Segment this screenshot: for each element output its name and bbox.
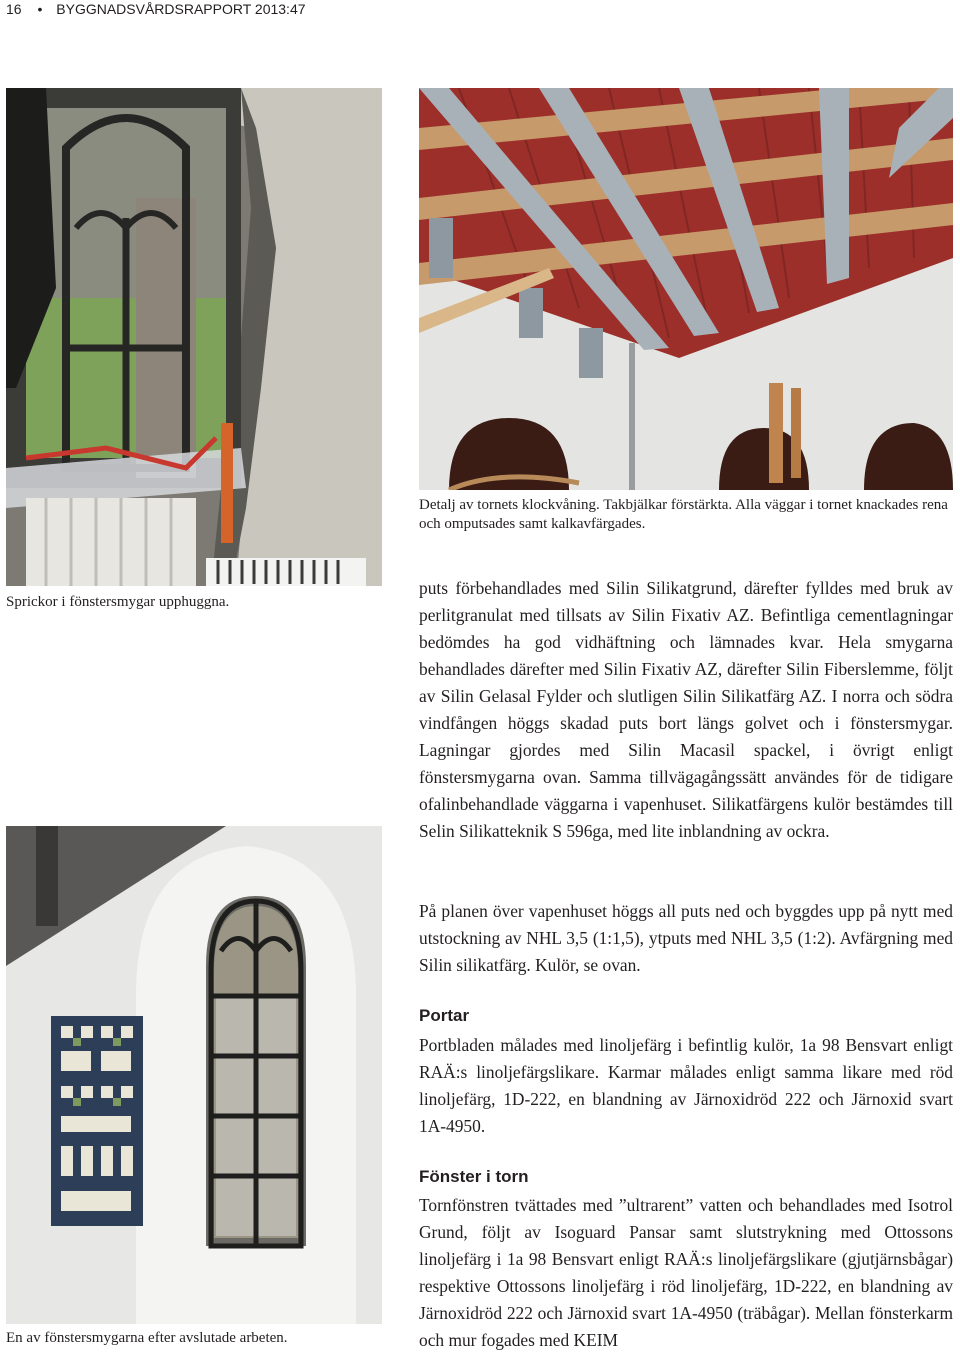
photo-window-cracks-image [6, 88, 382, 586]
caption-photo3: En av fönstersmygarna efter avslutade arbeten. [6, 1330, 288, 1346]
paragraph-portar: Portbladen målades med linoljefärg i befintlig kulör, 1a 98 Bensvart enligt RAÄ:s linoljefärgslikare. Karmar målades enligt samma likare med röd linoljefärg, 1D-222, en blandning av Järnoxidröd 222 och Järnoxid svart 1A-4950. [419, 1035, 953, 1136]
running-header [6, 0, 306, 22]
photo-window-niche [6, 826, 382, 1324]
caption-photo1: Sprickor i fönstersmygar upphuggna. [6, 594, 230, 610]
paragraph-vapenhuset: På planen över vapenhuset höggs all puts ned och byggdes upp på nytt med utstockning av NHL 3,5 (1:1,5), ytputs med NHL 3,5 (1:2). Avfärgning med Silin silikatfärg. Kulör, se ovan. [419, 901, 953, 975]
photo-window-niche-image [6, 826, 382, 1324]
header-bullet: • [37, 1, 43, 17]
paragraph-fonster: Tornfönstren tvättades med ”ultrarent” vatten och behandlades med Isotrol Grund, följt av Isoguard Pansar samt slutstrykning med Ottossons linoljefärg i 1a 98 Bensvart enligt RAÄ:s linoljefärgslikare (gjutjärnsbågar) respektive Ottossons linoljefärg i röd linoljefärg, 1D-222, en blandning av Järnoxidröd 222 och Järnoxid svart 1A-4950 (träbågar). Mellan fönsterkarm och mur fogades med KEIM [419, 1195, 953, 1350]
body-paragraph-2 [419, 898, 953, 979]
paragraph-puts: puts förbehandlades med Silin Silikatgrund, därefter fylldes med bruk av perlitgranulat med tillsats av Silin Fixativ AZ. Befintliga cementlagningar bedömdes ha god vidhäftning och lämnades kvar. Hela smygarna behandlades därefter med Silin Fixativ AZ, därefter Silin Fiberslemme, följt av Silin Gelasal Fylder och slutligen Silin Silikatfärg AZ. I norra och södra vindfången höggs skadad puts bort längs golvet och i fönstersmygar. Lagningar gjordes med Silin Macasil spackel, i övrigt enligt fönstersmygarna ovan. Samma tillvägagångssätt användes för de tidigare ofalinbehandlade väggarna i vapenhuset. Silikatfärgens kulör bestämdes till Selin Silikatteknik S 596ga, med lite inblandning av ockra. [419, 578, 953, 841]
photo-tower-ceiling [419, 88, 953, 490]
heading-fonster-i-torn: Fönster i torn [419, 1167, 529, 1186]
photo-window-cracks [6, 88, 382, 586]
caption-photo2: Detalj av tornets klockvåning. Takbjälkar förstärkta. Alla väggar i tornet knackades rena och omputsades samt kalkavfärgades. [419, 497, 948, 532]
running-title: BYGGNADSVÅRDSRAPPORT 2013:47 [56, 1, 306, 17]
heading-portar: Portar [419, 1006, 470, 1025]
body-paragraph-3 [419, 1032, 953, 1140]
photo-tower-ceiling-image [419, 88, 953, 490]
body-paragraph-4 [419, 1192, 953, 1354]
page-number: 16 [6, 1, 22, 17]
body-paragraph-1 [419, 575, 953, 845]
